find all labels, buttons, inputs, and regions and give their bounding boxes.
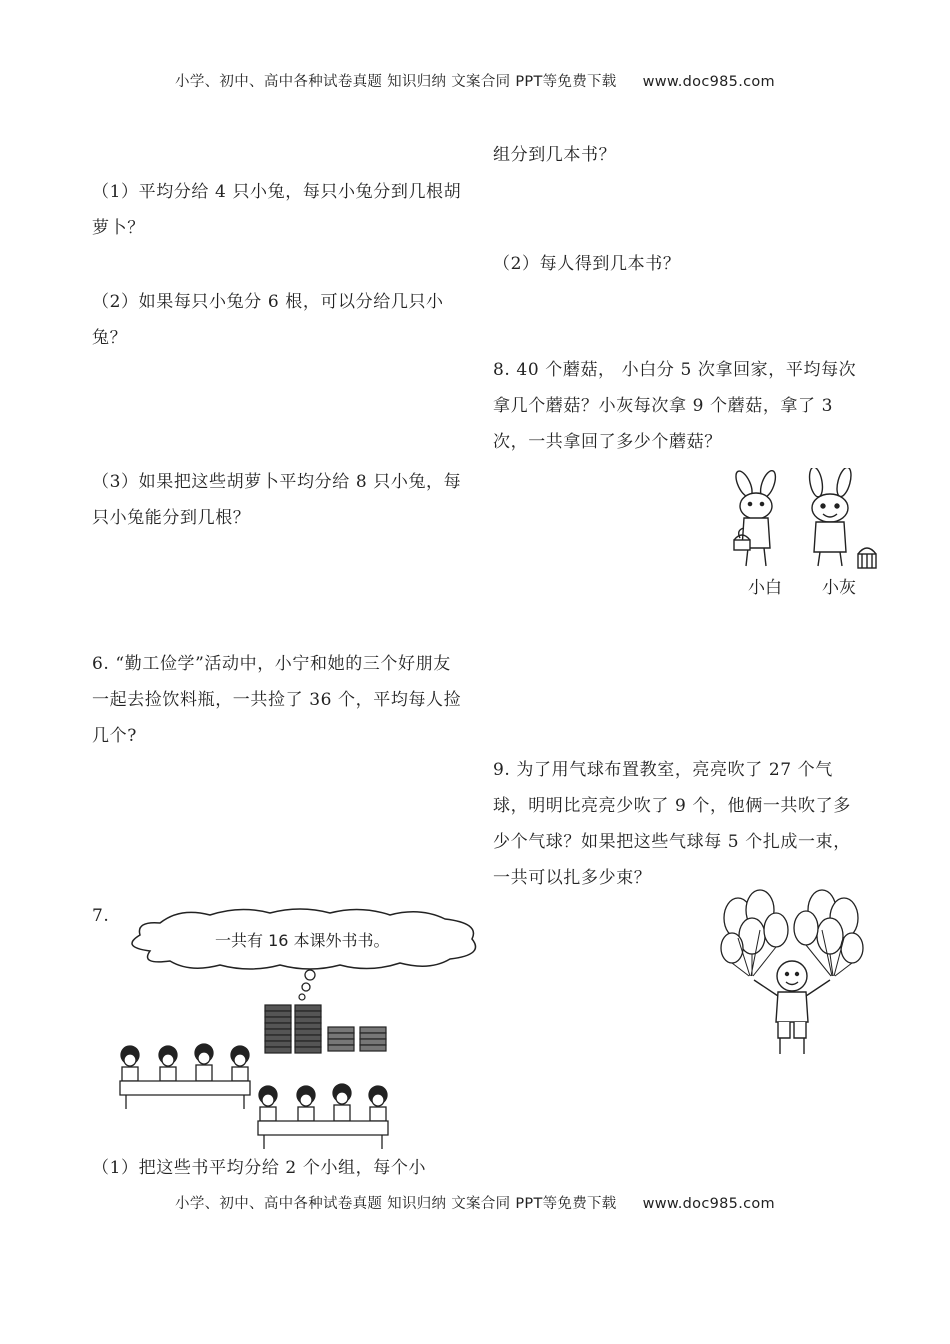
page-header — [0, 70, 950, 91]
classroom-illustration — [100, 905, 490, 1155]
label-white-rabbit: 小白 — [748, 578, 782, 598]
bubble-text: 一共有 16 本课外书书。 — [215, 931, 390, 950]
footer-site[interactable]: www.doc985.com — [642, 1196, 775, 1212]
white-rabbit-drawing — [733, 469, 779, 566]
question-8: 8. 40 个蘑菇， 小白分 5 次拿回家，平均每次拿几个蘑菇？小灰每次拿 9 个蘑菇，拿了 3 次，一共拿回了多少个蘑菇？ — [493, 360, 857, 452]
question-6: 6. “勤工俭学”活动中，小宁和她的三个好朋友一起去捡饮料瓶，一共捡了 36 个，平均每人捡几个? — [92, 654, 462, 746]
page-footer — [0, 1192, 950, 1213]
question-7-part-1: （1）把这些书平均分给 2 个小组，每个小 — [92, 1158, 427, 1178]
label-gray-rabbit: 小灰 — [822, 578, 856, 598]
boy-figure — [754, 961, 830, 1054]
rabbits-illustration — [724, 468, 884, 580]
header-site[interactable]: www.doc985.com — [642, 74, 775, 90]
question-7-part-2: （2）每人得到几本书？ — [493, 254, 681, 274]
question-5-part-3: （3）如果把这些胡萝卜平均分给 8 只小兔，每只小兔能分到几根？ — [92, 472, 462, 528]
question-9: 9. 为了用气球布置教室，亮亮吹了 27 个气球，明明比亮亮少吹了 9 个，他俩一共吹了多少个气球？如果把这些气球每 5 个扎成一束，一共可以扎多少束？ — [493, 760, 851, 888]
group-table-2 — [258, 1084, 388, 1149]
header-text: 小学、初中、高中各种试卷真题 知识归纳 文案合同 PPT等免费下载 — [175, 74, 617, 90]
group-table-1 — [120, 1044, 250, 1109]
question-7-number: 7. — [92, 906, 110, 926]
gray-rabbit-drawing — [807, 468, 876, 568]
footer-text: 小学、初中、高中各种试卷真题 知识归纳 文案合同 PPT等免费下载 — [175, 1196, 617, 1212]
question-5-part-2: （2）如果每只小兔分 6 根，可以分给几只小兔？ — [92, 292, 444, 348]
book-stacks — [265, 1005, 386, 1053]
question-5-part-1: （1）平均分给 4 只小兔，每只小兔分到几根胡萝卜？ — [92, 182, 462, 238]
question-7-part-1-continued: 组分到几本书？ — [493, 145, 617, 165]
balloon-boy-illustration — [718, 888, 868, 1058]
